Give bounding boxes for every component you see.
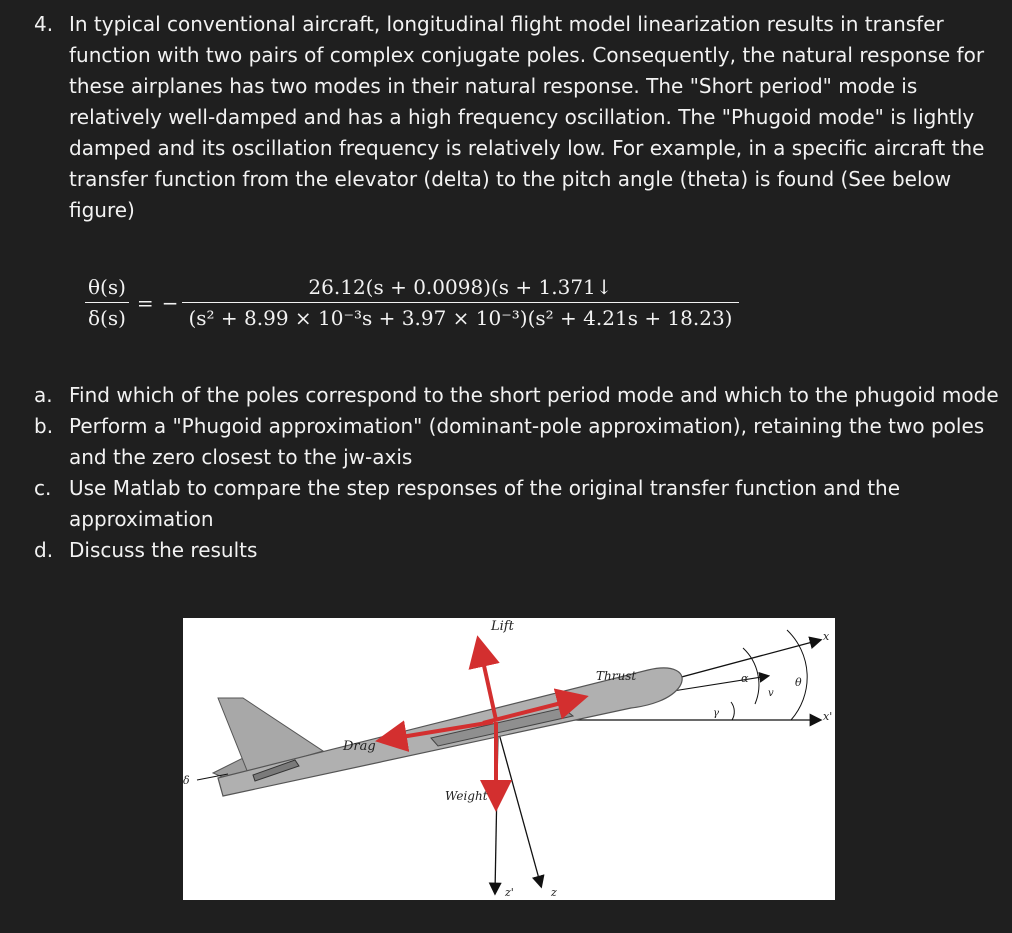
question-row <box>34 9 999 226</box>
weight-label: Weight <box>445 789 488 803</box>
equals-sign: = <box>136 290 154 315</box>
gamma-label: γ <box>713 708 719 719</box>
part-letter: a. <box>34 383 53 407</box>
aircraft-diagram <box>183 618 835 900</box>
lift-arrow <box>479 643 496 720</box>
part-d <box>34 535 999 566</box>
part-text: Use Matlab to compare the step responses of the original transfer function and the approximation <box>69 476 901 531</box>
part-text: Find which of the poles correspond to the short period mode and which to the phugoid mode <box>69 383 999 407</box>
rhs-fraction <box>182 275 738 330</box>
problem-statement <box>34 9 999 226</box>
z-axis-label: z <box>551 886 557 899</box>
lhs-numerator: θ(s) <box>88 275 126 299</box>
part-text: Perform a "Phugoid approximation" (dominant-pole approximation), retaining the two poles and the zero closest to the jw-axis <box>69 414 985 469</box>
part-a <box>34 380 999 411</box>
lift-label: Lift <box>491 619 514 634</box>
theta-label: θ <box>795 676 802 689</box>
drag-label: Drag <box>343 739 376 754</box>
sub-questions <box>34 380 999 566</box>
transfer-function-equation <box>85 275 739 330</box>
part-letter: d. <box>34 538 54 562</box>
part-letter: b. <box>34 414 54 438</box>
part-letter: c. <box>34 476 52 500</box>
x-axis-label: x <box>823 630 830 643</box>
rhs-numerator: 26.12(s + 0.0098)(s + 1.371↓ <box>308 275 613 299</box>
lhs-fraction <box>85 275 129 330</box>
part-text: Discuss the results <box>69 538 258 562</box>
thrust-label: Thrust <box>596 669 637 683</box>
rhs-denominator: (s² + 8.99 × 10⁻³s + 3.97 × 10⁻³)(s² + 4.21s + 18.23) <box>182 302 738 330</box>
z-prime-axis-label: z' <box>505 886 514 899</box>
question-number: 4. <box>34 12 54 36</box>
part-c <box>34 473 999 535</box>
lhs-denominator: δ(s) <box>85 302 129 330</box>
v-label: v <box>768 688 774 699</box>
x-prime-axis-label: x' <box>823 710 833 723</box>
alpha-label: α <box>741 672 749 685</box>
gamma-arc <box>731 702 734 720</box>
minus-sign: − <box>161 290 179 315</box>
question-text: In typical conventional aircraft, longitudinal flight model linearization results in transfer function with two pairs of complex conjugate poles. Consequently, the natural response for these airplanes has two modes in their natural response. The "Short period" mode is relatively well-damped and has a high frequency oscillation. The "Phugoid mode" is lightly damped and its oscillation frequency is relatively low. For example, in a specific aircraft the transfer function from the elevator (delta) to the pitch angle (theta) is found (See below figure) <box>69 12 985 222</box>
theta-arc <box>787 630 807 720</box>
aircraft-forces-figure <box>183 618 835 900</box>
part-b <box>34 411 999 473</box>
delta-label: δ <box>183 774 190 787</box>
z-axis <box>498 730 541 886</box>
